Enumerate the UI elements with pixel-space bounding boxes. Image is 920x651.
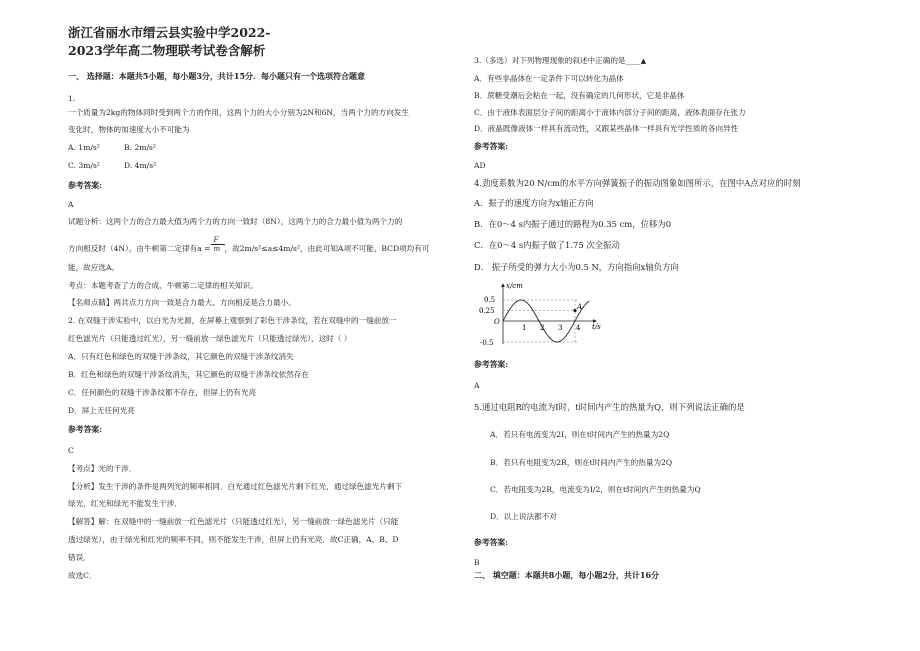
- doc-title-line2: 2023学年高二物理联考试卷含解析: [68, 43, 266, 58]
- q1-explanation-5: 【名师点睛】两共点力方向一致是合力最大、方向相反是合力最小。: [68, 298, 296, 307]
- vibration-graph: [478, 278, 608, 350]
- x-axis-label: t/s: [592, 323, 601, 331]
- q4-option-a: A．振子的速度方向为x轴正方向: [474, 198, 594, 208]
- q5-option-c: C．若电阻变为2R，电流变为I/2，则在t时间内产生的热量为Q: [490, 485, 701, 494]
- q2-answer: C: [68, 446, 74, 455]
- x-tick-2: 2: [540, 324, 545, 332]
- q2-option-b: B．红色和绿色的双缝干涉条纹消失，其它颜色的双缝干涉条纹依然存在: [68, 370, 309, 379]
- q1-option-d: D. 4m/s²: [124, 161, 157, 170]
- q2-answer-heading: 参考答案:: [68, 425, 103, 434]
- q4-option-c: C．在0～4 s内振子做了1.75 次全振动: [474, 240, 620, 250]
- q3-stem: [474, 56, 646, 66]
- q1-number: 1.: [68, 94, 76, 103]
- q4-stem: 4.劲度系数为20 N/cm的水平方向弹簧振子的振动图象如图所示，在图中A点对应的时刻: [474, 178, 801, 188]
- q3-mark: ▲: [640, 57, 647, 65]
- q2-explanation-2: 【分析】发生干涉的条件是两列光的频率相同．白光通过红色滤光片剩下红光，通过绿色滤光片剩下: [68, 482, 403, 491]
- q3-option-c: C．由于液体表面层分子间的距离小于液体内部分子间的距离，液体表面存在张力: [474, 108, 746, 117]
- q5-stem: 5.通过电阻R的电流为I时，t时间内产生的热量为Q，则下列说法正确的是: [474, 402, 745, 412]
- formula-numerator: F: [213, 236, 219, 244]
- q2-explanation-5: 透过绿光），由于绿光和红光的频率不同，则不能发生干涉，但屏上仍有光亮．故C正确，A、B、D: [68, 535, 399, 544]
- q1-explanation-2a: 方向相反时（4N），由牛顿第二定律有: [68, 244, 198, 253]
- q4-option-b: B．在0～4 s内振子通过的路程为0.35 cm，位移为0: [474, 219, 672, 229]
- y-tick-0.25: 0.25: [479, 307, 495, 315]
- x-tick-3: 3: [558, 324, 563, 332]
- q4-answer-heading: 参考答案:: [474, 360, 509, 369]
- origin-label: O: [494, 318, 500, 326]
- q5-option-d: D．以上说法都不对: [490, 512, 557, 521]
- q2-option-d: D．屏上无任何光亮: [68, 406, 135, 415]
- doc-title-line1: 浙江省丽水市缙云县实验中学2022-: [68, 25, 271, 40]
- q2-option-a: A．只有红色和绿色的双缝干涉条纹，其它颜色的双缝干涉条纹消失: [68, 352, 294, 361]
- q2-explanation-7: 故选C．: [68, 571, 97, 580]
- q1-explanation-1: 试题分析：这两个力的合力最大值为两个力的方向一致时（8N），这两个力的合力最小值为两个力的: [68, 217, 403, 226]
- q1-explanation-4: 考点：本题考查了力的合成、牛顿第二定律的相关知识。: [68, 281, 258, 290]
- q3-option-a: A．有些非晶体在一定条件下可以转化为晶体: [474, 74, 624, 83]
- q3-answer: AD: [474, 161, 486, 170]
- section1-heading: 一、 选择题：本题共5小题，每小题3分，共计15分．每小题只有一个选项符合题意: [68, 71, 366, 81]
- q4-option-d: D． 振子所受的弹力大小为0.5 N，方向指向x轴负方向: [474, 262, 679, 272]
- x-tick-1: 1: [522, 324, 527, 332]
- q2-stem-1: 2. 在双缝干涉实验中，以白光为光源，在屏幕上观察到了彩色干涉条纹，若在双缝中的一缝前放一: [68, 316, 397, 325]
- point-a-label: A: [577, 303, 583, 311]
- q3-stem-text: 3.（多选）对下列物理现象的叙述中正确的是____: [474, 56, 641, 65]
- y-axis-label: x/cm: [506, 282, 523, 290]
- q1-option-a: A. 1m/s²: [68, 143, 100, 152]
- formula-fraction: [211, 236, 225, 254]
- q1-answer: A: [68, 200, 74, 209]
- y-tick-0.5: 0.5: [484, 296, 496, 304]
- formula-denominator: m: [213, 245, 221, 253]
- q5-option-a: A．若只有电流变为2I，则在t时间内产生的热量为2Q: [490, 430, 670, 439]
- q1-option-b: B. 2m/s²: [124, 143, 156, 152]
- q1-explanation-2: [68, 236, 430, 254]
- y-tick-neg0.5: -0.5: [480, 339, 494, 347]
- q1-answer-heading: 参考答案:: [68, 181, 103, 190]
- q1-option-c: C. 3m/s²: [68, 161, 100, 170]
- q4-answer: A: [474, 381, 480, 390]
- q1-stem-1: 一个质量为2kg的物体同时受到两个力的作用，这两个力的大小分别为2N和6N，当两个力的方向发生: [68, 108, 409, 117]
- q2-explanation-4: 【解答】解：在双缝中的一缝前放一红色滤光片（只能透过红光），另一缝前放一绿色滤光片（只能: [68, 517, 399, 526]
- formula-a: a =: [197, 244, 211, 253]
- q2-explanation-1: 【考点】光的干涉．: [68, 464, 137, 473]
- q2-explanation-3: 绿光，红光和绿光不能发生干涉．: [68, 499, 182, 508]
- q1-explanation-3: 能，故应选A。: [68, 263, 120, 272]
- q1-explanation-2b: ，故2m/s²≤a≤4m/s²，由此可知A项不可能、BCD项均有可: [224, 244, 430, 253]
- q5-answer: B: [474, 558, 480, 567]
- q2-explanation-6: 错误．: [68, 553, 91, 562]
- q5-answer-heading: 参考答案:: [474, 538, 509, 547]
- q2-option-c: C．任何颜色的双缝干涉条纹都不存在，但屏上仍有光亮: [68, 388, 257, 397]
- q3-option-b: B．蔗糖受潮后会粘在一起，没有确定的几何形状，它是非晶体: [474, 91, 685, 100]
- q5-option-b: B．若只有电阻变为2R，则在t时间内产生的热量为2Q: [490, 458, 673, 467]
- q3-option-d: D．液晶既像液体一样具有流动性，又跟某些晶体一样具有光学性质的各向异性: [474, 124, 739, 133]
- q2-stem-2: 红色滤光片（只能透过红光），另一缝前放一绿色滤光片（只能透过绿光），这时（ ）: [68, 334, 352, 343]
- x-tick-4: 4: [576, 324, 581, 332]
- q3-answer-heading: 参考答案:: [474, 142, 509, 151]
- section2-heading: 二、 填空题：本题共8小题，每小题2分，共计16分: [474, 570, 660, 580]
- q1-stem-2: 变化时，物体的加速度大小不可能为: [68, 125, 190, 134]
